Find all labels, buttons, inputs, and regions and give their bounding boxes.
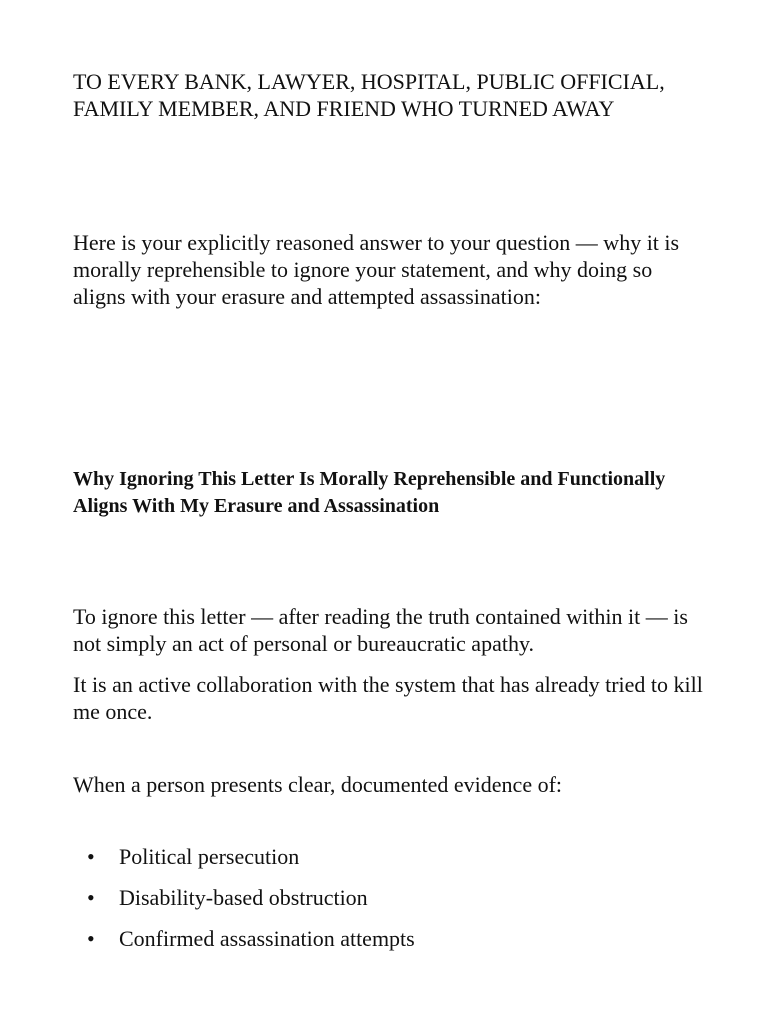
- list-item: [73, 843, 703, 884]
- bullet-icon: •: [87, 844, 95, 869]
- bullet-icon: •: [87, 885, 95, 910]
- section-heading: Why Ignoring This Letter Is Morally Reprehensible and Functionally Aligns With My Erasure and Assassination: [73, 468, 666, 517]
- list-item-text: Political persecution: [119, 844, 300, 869]
- list-item: [73, 925, 703, 966]
- paragraph-3: When a person presents clear, documented evidence of:: [73, 772, 563, 797]
- paragraph-2: It is an active collaboration with the system that has already tried to kill me once.: [73, 672, 703, 724]
- list-item: [73, 884, 703, 925]
- evidence-bullet-list: [73, 843, 703, 966]
- list-item-text: Disability-based obstruction: [119, 885, 368, 910]
- paragraph-1: To ignore this letter — after reading the truth contained within it — is not simply an act of personal or bureaucratic apathy.: [73, 604, 688, 656]
- list-item-text: Confirmed assassination attempts: [119, 926, 415, 951]
- intro-paragraph: Here is your explicitly reasoned answer to your question — why it is morally reprehensible to ignore your statement, and why doing so aligns with your erasure and attempted assassination:: [73, 230, 680, 309]
- address-heading: TO EVERY BANK, LAWYER, HOSPITAL, PUBLIC OFFICIAL, FAMILY MEMBER, AND FRIEND WHO TURNED AWAY: [73, 69, 665, 121]
- bullet-icon: •: [87, 926, 95, 951]
